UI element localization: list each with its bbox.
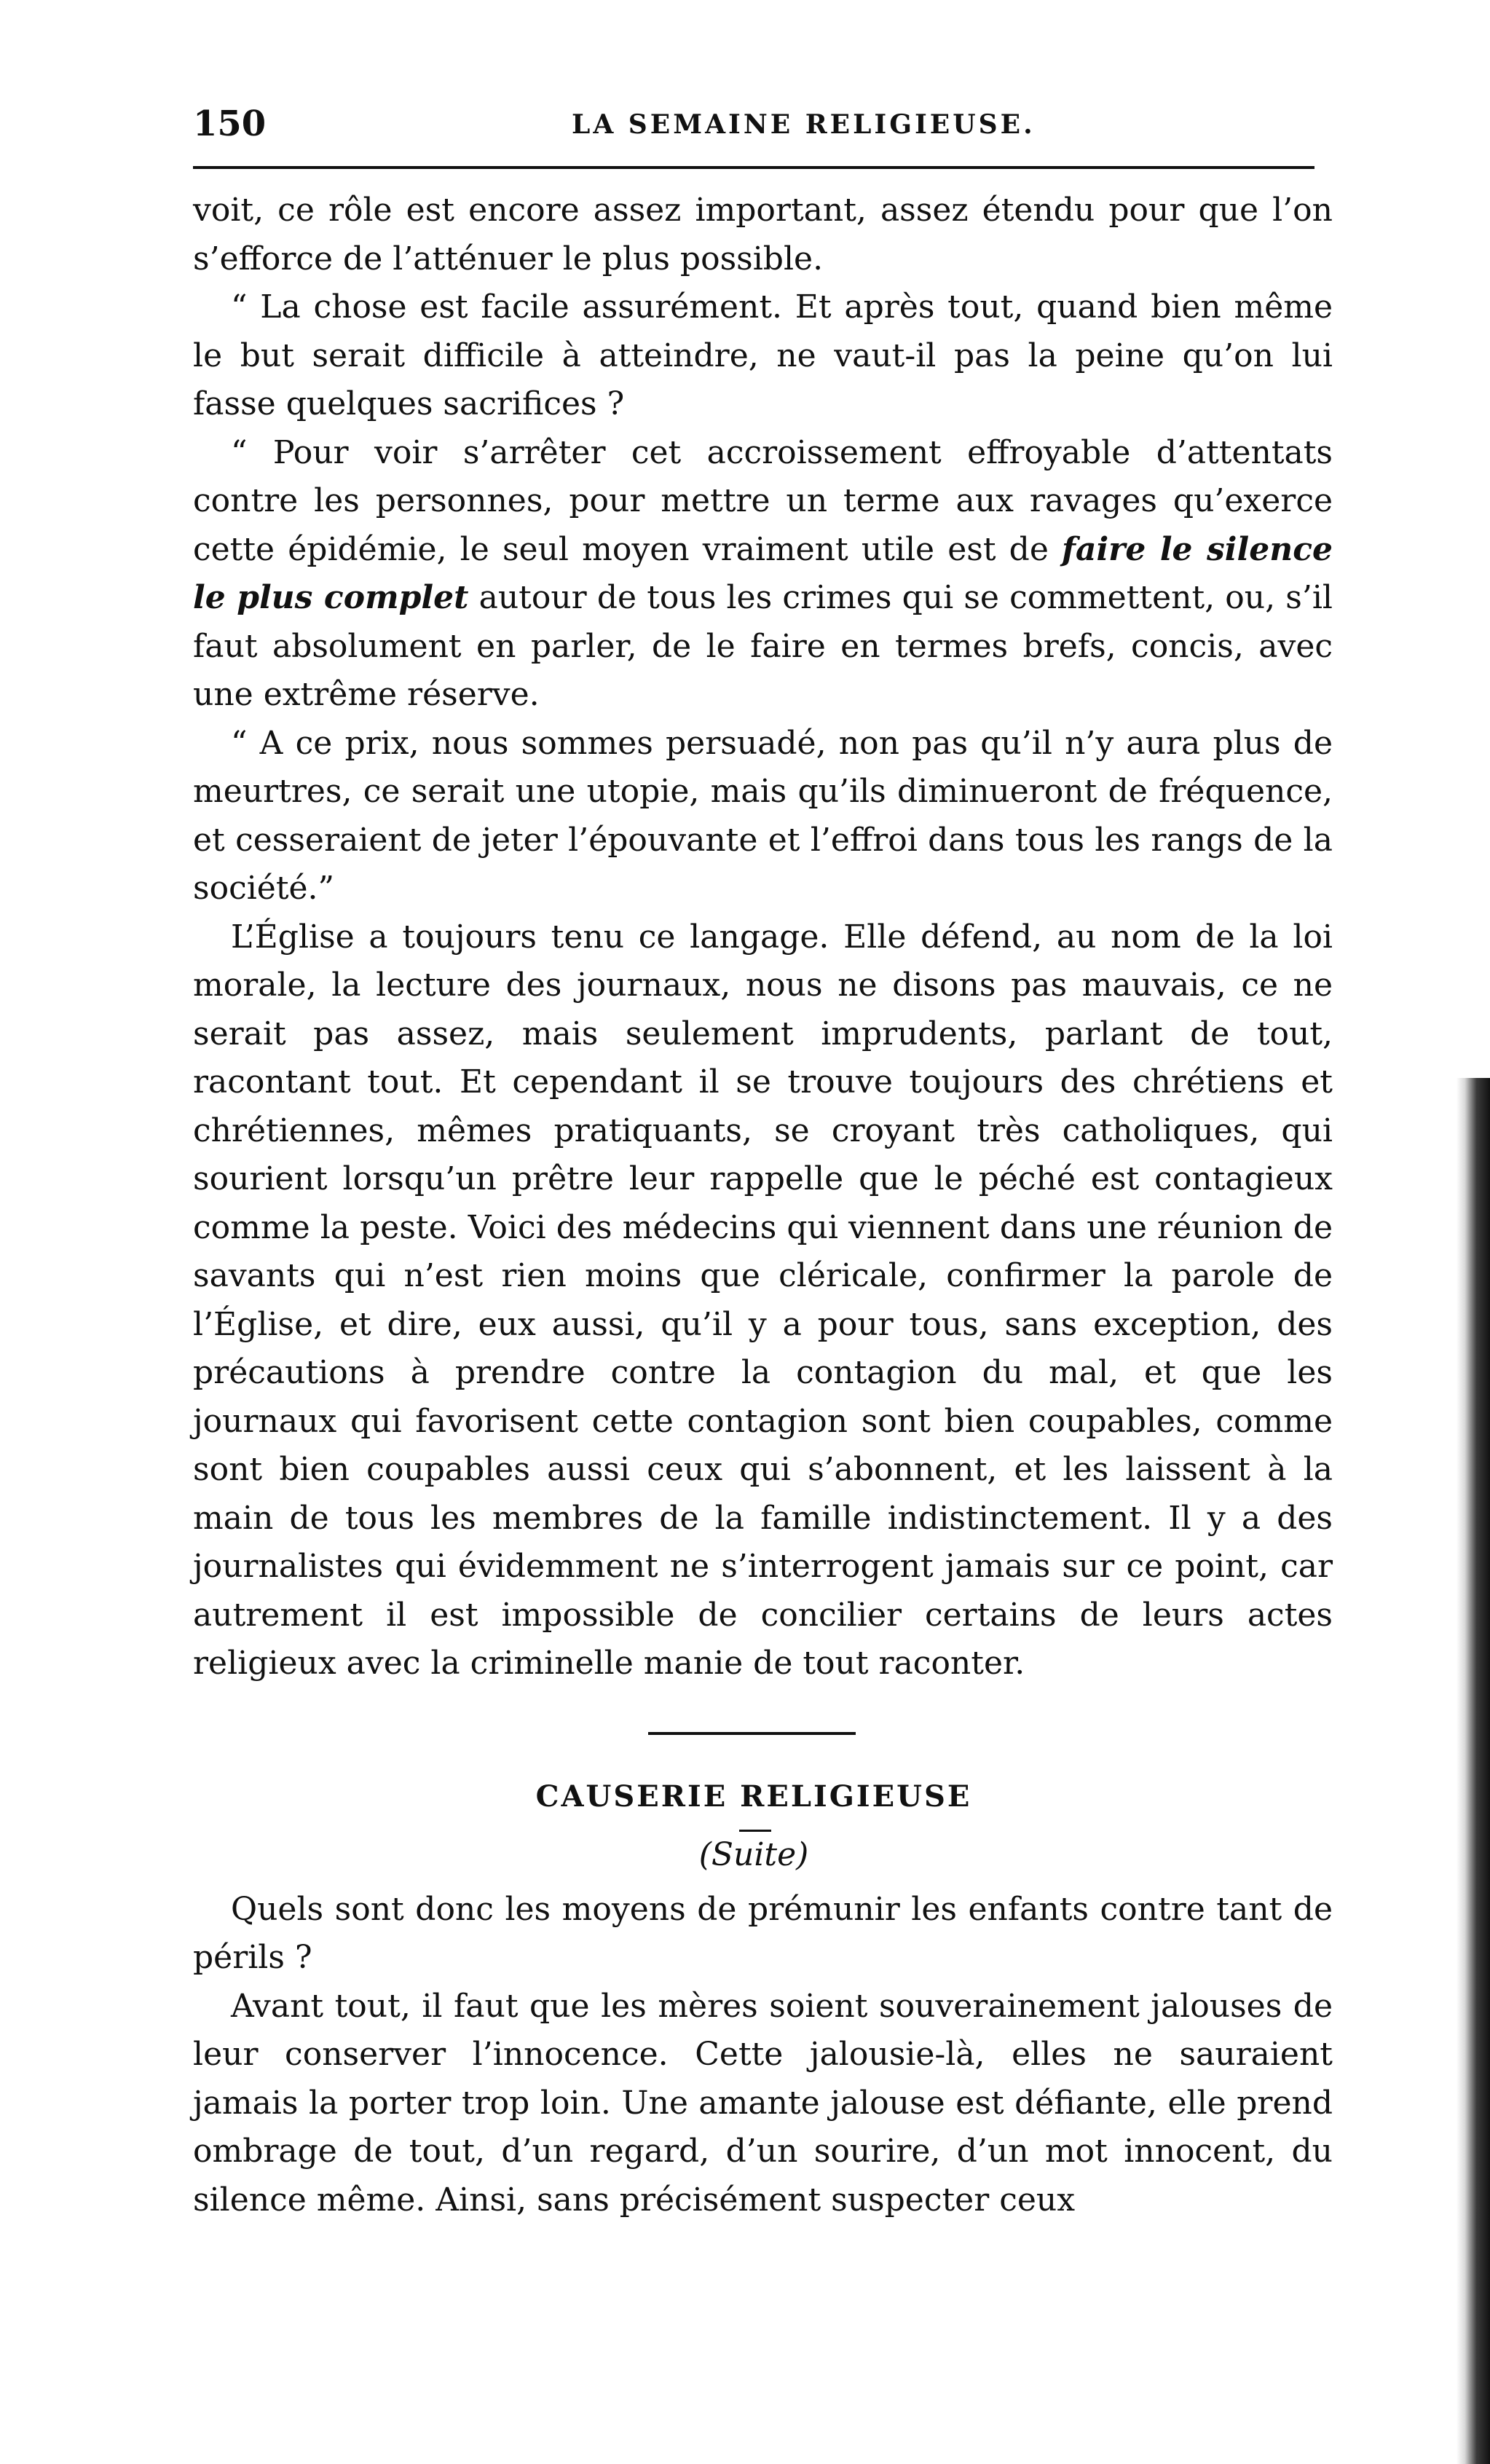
paragraph-4: “ A ce prix, nous sommes persuadé, non pas qu’il n’y aura plus de meurtres, ce serait une utopie, mais qu’ils diminueront de fréquence, et cesseraient de jeter l’épouvante et l’effroi dans tous les rangs de la société.” — [193, 724, 1333, 907]
paragraph-5: L’Église a toujours tenu ce langage. Elle défend, au nom de la loi morale, la lecture des journaux, nous ne disons pas mauvais, ce ne serait pas assez, mais seulement imprudents, parlant de tout, racontant tout. Et cependant il se trouve toujours des chrétiens et chrétiennes, mêmes pratiquants, se croyant très catholiques, qui sourient lorsqu’un prêtre leur rappelle que le péché est contagieux comme la peste. Voici des médecins qui viennent dans une réunion de savants qui n’est rien moins que cléricale, confirmer la parole de l’Église, et dire, eux aussi, qu’il y a pour tous, sans exception, des précautions à prendre contre la contagion du mal, et que les journaux qui favorisent cette contagion sont bien coupables, comme sont bien coupables aussi ceux qui s’abonnent, et les laissent à la main de tous les membres de la famille indistinctement. Il y a des journalistes qui évidemment ne s’interrogent jamais sur ce point, car autrement il est impossible de concilier certains de leurs actes religieux avec la criminelle manie de tout raconter. — [193, 918, 1333, 1682]
paragraph-3-before: “ Pour voir s’arrêter cet accroissement effroyable d’attentats contre les personnes, pour mettre un terme aux ravages qu’exerce cette épidémie, le seul moyen vraiment utile est de — [193, 433, 1333, 568]
paragraph-3-italic: faire le silence le plus complet — [193, 530, 1333, 616]
paragraph-2: “ La chose est facile assurément. Et après tout, quand bien même le but serait difficile à atteindre, ne vaut-il pas la peine qu’on lui fasse quelques sacrifices ? — [193, 288, 1333, 422]
title-dash — [739, 1830, 771, 1832]
page-header — [193, 102, 1333, 153]
header-rule — [193, 166, 1314, 169]
book-spine-edge — [1457, 1078, 1490, 2464]
section-separator — [648, 1732, 856, 1735]
section-subtitle: (Suite) — [698, 1835, 809, 1873]
paragraph-3 — [193, 429, 1333, 720]
page-number: 150 — [193, 103, 267, 144]
running-title: LA SEMAINE RELIGIEUSE. — [572, 109, 1036, 140]
section-paragraph-2: Avant tout, il faut que les mères soient souverainement jalouses de leur conserver l’innocence. Cette jalousie-là, elles ne sauraient jamais la porter trop loin. Une amante jalouse est défiante, elle prend ombrage de tout, d’un regard, d’un sourire, d’un mot innocent, du silence même. Ainsi, sans précisément suspecter ceux — [193, 1987, 1333, 2219]
book-page — [193, 102, 1333, 2224]
paragraph-3-after: autour de tous les crimes qui se commettent, ou, s’il faut absolument en parler, de le faire en termes brefs, concis, avec une extrême réserve. — [193, 579, 1333, 713]
paragraph-1: voit, ce rôle est encore assez important, assez étendu pour que l’on s’efforce de l’atténuer le plus possible. — [193, 192, 1333, 278]
section-title: CAUSERIE RELIGIEUSE — [535, 1779, 972, 1814]
section-paragraph-1: Quels sont donc les moyens de prémunir les enfants contre tant de périls ? — [193, 1890, 1333, 1976]
